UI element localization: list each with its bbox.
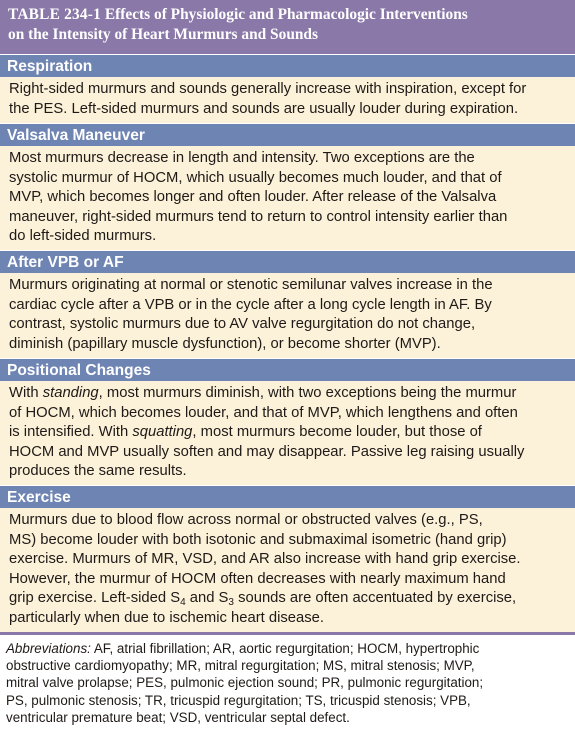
text-run: , most murmurs become louder, but those of: [192, 424, 482, 440]
table-title: [0, 0, 575, 54]
section-body-after-vpb-af: [0, 273, 575, 358]
text-line: Right-sided murmurs and sounds generally increase with inspiration, except for: [9, 81, 527, 97]
emphasis-squatting: squatting: [132, 424, 193, 440]
text-line: [9, 384, 566, 404]
text-line: obstructive cardiomyopathy; MR, mitral regurgitation; MS, mitral stenosis; MVP,: [6, 658, 475, 674]
text-line: Most murmurs decrease in length and intensity. Two exceptions are the: [9, 150, 475, 166]
text-run: AF, atrial fibrillation; AR, aortic regurgitation; HOCM, hypertrophic: [90, 641, 480, 656]
section-heading-valsalva: Valsalva Maneuver: [0, 123, 575, 146]
table-number: TABLE 234-1: [8, 6, 101, 23]
abbreviations-label: Abbreviations:: [6, 641, 91, 656]
text-line: the PES. Left-sided murmurs and sounds are usually louder during expiration.: [9, 100, 519, 117]
text-line: However, the murmur of HOCM often decreases with nearly maximum hand: [9, 570, 506, 587]
text-line: produces the same results.: [9, 463, 187, 479]
text-line: [9, 423, 566, 443]
text-run: sounds are often accentuated by exercise,: [233, 590, 517, 606]
text-line: systolic murmur of HOCM, which usually becomes much louder, and that of: [9, 169, 502, 186]
section-body-valsalva: [0, 146, 575, 250]
text-line: MVP, which becomes longer and often louder. After release of the Valsalva: [9, 189, 497, 205]
text-line: exercise. Murmurs of MR, VSD, and AR also increase with hand grip exercise.: [9, 551, 521, 567]
section-heading-positional-changes: Positional Changes: [0, 358, 575, 381]
section-heading-respiration: Respiration: [0, 54, 575, 77]
section-body-positional-changes: [0, 381, 575, 485]
subscript: 4: [180, 597, 186, 608]
section-body-exercise: [0, 508, 575, 632]
text-line: MS) become louder with both isotonic and submaximal isometric (hand grip): [9, 531, 507, 548]
text-run: and S: [185, 590, 229, 606]
section-heading-after-vpb-af: After VPB or AF: [0, 250, 575, 273]
text-line: ventricular premature beat; VSD, ventricular septal defect.: [6, 709, 350, 725]
subscript: 3: [228, 597, 234, 608]
section-heading-exercise: Exercise: [0, 485, 575, 508]
text-line: cardiac cycle after a VPB or in the cycle after a long cycle length in AF. By: [9, 296, 492, 313]
abbreviations-footnote: [0, 635, 575, 726]
text-line: [6, 640, 569, 657]
text-run: is intensified. With: [9, 424, 133, 440]
text-line: mitral valve prolapse; PES, pulmonic ejection sound; PR, pulmonic regurgitation;: [6, 675, 484, 691]
emphasis-standing: standing: [42, 385, 99, 401]
text-line: particularly when due to ischemic heart disease.: [9, 609, 325, 626]
text-line: diminish (papillary muscle dysfunction), or become shorter (MVP).: [9, 335, 441, 352]
text-line: Murmurs originating at normal or stenotic semilunar valves increase in the: [9, 277, 493, 293]
text-line: maneuver, right-sided murmurs tend to return to control intensity earlier than: [9, 208, 508, 225]
text-line: contrast, systolic murmurs due to AV valve regurgitation do not change,: [9, 316, 476, 332]
text-line: HOCM and MVP usually soften and may disappear. Passive leg raising usually: [9, 443, 525, 460]
text-line: [9, 589, 566, 609]
section-body-respiration: [0, 77, 575, 123]
text-line: do left-sided murmurs.: [9, 228, 157, 244]
text-run: With: [9, 385, 43, 401]
text-line: PS, pulmonic stenosis; TR, tricuspid regurgitation; TS, tricuspid stenosis; VPB,: [6, 692, 471, 708]
text-run: , most murmurs diminish, with two exceptions being the murmur: [98, 385, 517, 401]
text-line: Murmurs due to blood flow across normal or obstructed valves (e.g., PS,: [9, 512, 483, 528]
text-line: of HOCM, which becomes louder, and that of MVP, which lengthens and often: [9, 404, 518, 421]
table-title-line1: Effects of Physiologic and Pharmacologic Interventions: [104, 6, 468, 23]
table-title-line2: on the Intensity of Heart Murmurs and Sounds: [8, 26, 318, 43]
text-run: grip exercise. Left-sided S: [9, 590, 181, 606]
